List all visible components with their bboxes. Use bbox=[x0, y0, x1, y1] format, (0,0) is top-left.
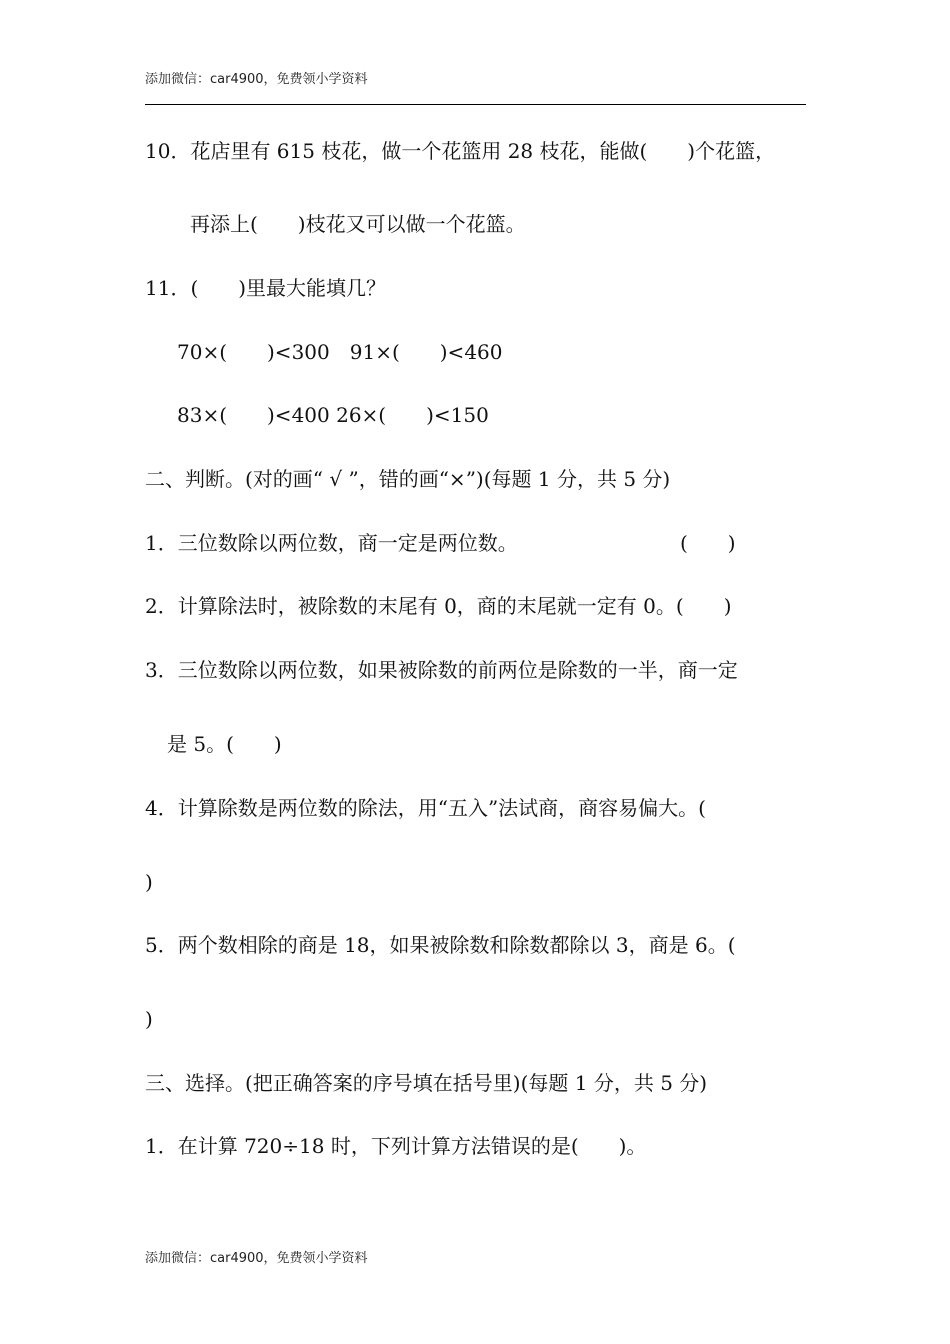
judge-question-4-line-1: 4．计算除数是两位数的除法，用“五入”法试商，商容易偏大。( bbox=[145, 796, 706, 820]
judge-question-3-line-2: 是 5。( ) bbox=[167, 732, 282, 756]
question-10-line-2: 再添上( )枝花又可以做一个花篮。 bbox=[190, 212, 526, 236]
section-3-heading: 三、选择。(把正确答案的序号填在括号里)(每题 1 分，共 5 分) bbox=[145, 1071, 708, 1095]
header-rule bbox=[145, 104, 806, 105]
section-2-heading: 二、判断。(对的画“ √ ”，错的画“×”)(每题 1 分，共 5 分) bbox=[145, 467, 671, 491]
judge-question-5-line-2: ) bbox=[145, 1007, 153, 1031]
question-10-line-1: 10．花店里有 615 枝花，做一个花篮用 28 枝花，能做( )个花篮， bbox=[145, 139, 776, 163]
question-11-line-1: 11．( )里最大能填几？ bbox=[145, 276, 387, 300]
question-11-line-3: 83×( )<400 26×( )<150 bbox=[177, 403, 489, 427]
judge-question-4-line-2: ) bbox=[145, 870, 153, 894]
header-note: 添加微信：car4900，免费领小学资料 bbox=[145, 72, 368, 87]
judge-question-2: 2．计算除法时，被除数的末尾有 0，商的末尾就一定有 0。( ) bbox=[145, 594, 732, 618]
footer-note: 添加微信：car4900，免费领小学资料 bbox=[145, 1251, 368, 1266]
judge-question-1-answer-bracket[interactable]: ( ) bbox=[680, 531, 736, 555]
judge-question-3-line-1: 3．三位数除以两位数，如果被除数的前两位是除数的一半，商一定 bbox=[145, 658, 738, 682]
question-11-line-2: 70×( )<300 91×( )<460 bbox=[177, 340, 503, 364]
judge-question-5-line-1: 5．两个数相除的商是 18，如果被除数和除数都除以 3，商是 6。( bbox=[145, 933, 736, 957]
choice-question-1: 1．在计算 720÷18 时，下列计算方法错误的是( )。 bbox=[145, 1134, 647, 1158]
judge-question-1: 1．三位数除以两位数，商一定是两位数。 bbox=[145, 531, 518, 555]
